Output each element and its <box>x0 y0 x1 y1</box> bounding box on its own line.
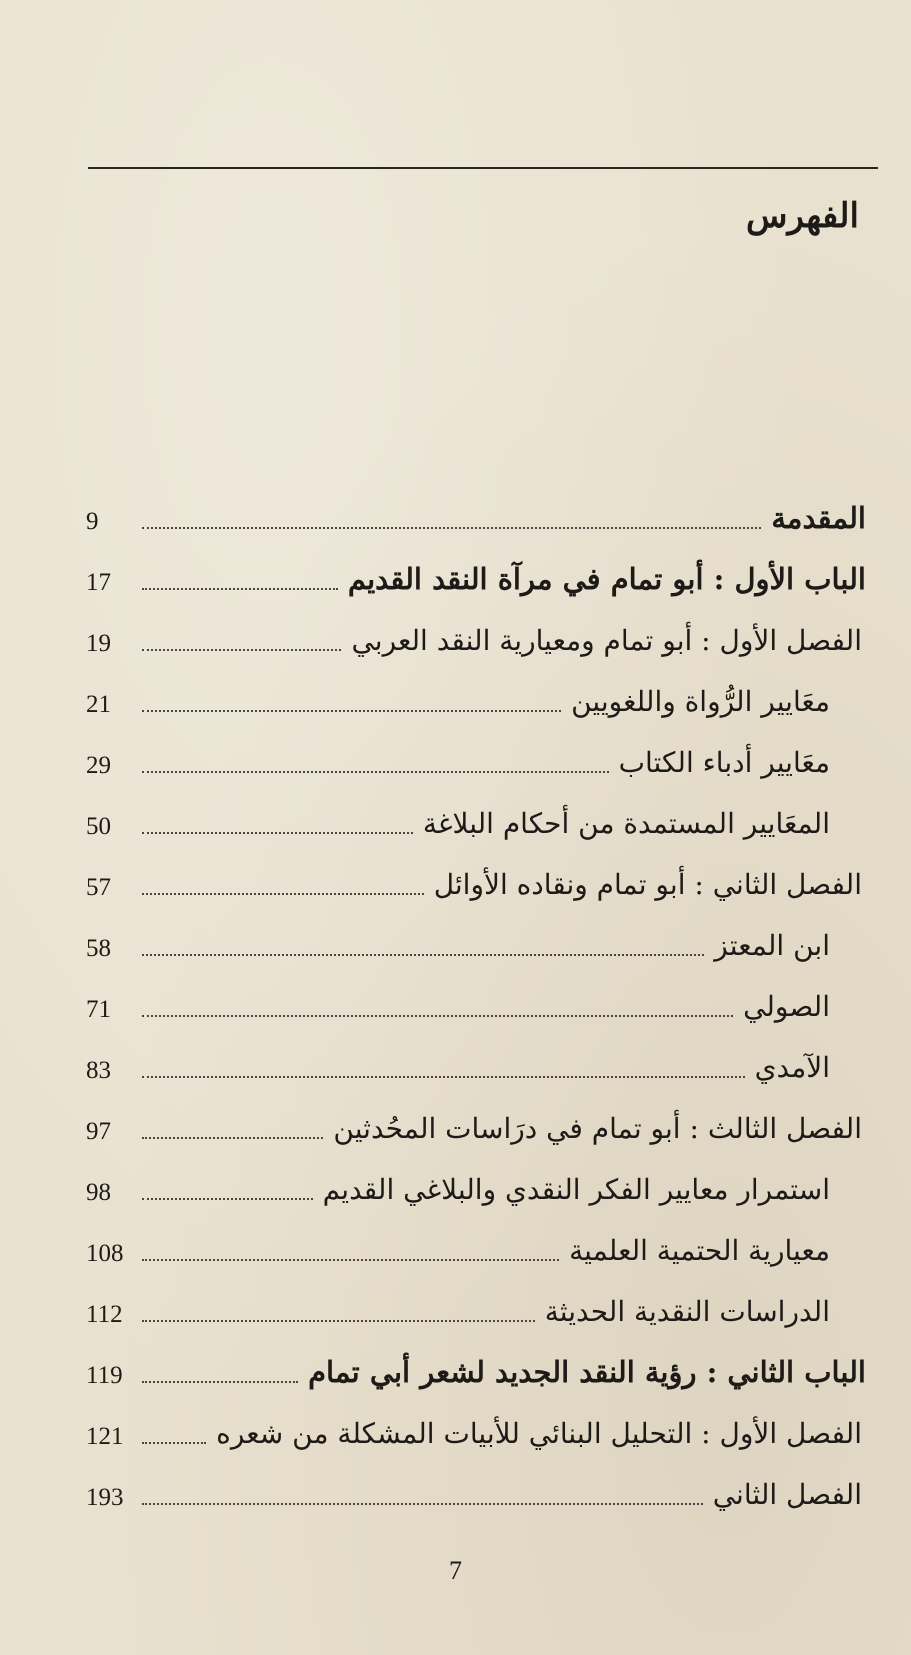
toc-page-number: 108 <box>86 1239 124 1267</box>
page-number-footer: 7 <box>449 1556 462 1585</box>
dot-leader <box>142 588 338 590</box>
toc-page-number: 119 <box>86 1361 123 1389</box>
dot-leader <box>142 832 413 834</box>
toc-entry-part-2 <box>86 1338 866 1399</box>
toc-entry-title: الصولي <box>743 990 830 1024</box>
toc-page-number: 57 <box>86 873 111 901</box>
toc-entry-title: معَايير الرُّواة واللغويين <box>571 685 830 719</box>
toc-entry-title: معيارية الحتمية العلمية <box>569 1234 830 1268</box>
header-rule <box>88 167 878 169</box>
toc-entry-title: الفصل الثاني <box>712 1478 862 1512</box>
toc-entry-title: الفصل الأول : التحليل البنائي للأبيات المشكلة من شعره <box>216 1417 862 1451</box>
toc-page-number: 97 <box>86 1117 111 1145</box>
toc-page-number: 9 <box>86 507 99 535</box>
toc-entry-section <box>86 1216 866 1277</box>
toc-entry-title: استمرار معايير الفكر النقدي والبلاغي القديم <box>322 1173 830 1207</box>
toc-entry-title: الباب الأول : أبو تمام في مرآة النقد القديم <box>347 562 866 597</box>
toc-entry-title: ابن المعتز <box>714 929 830 963</box>
table-of-contents <box>86 484 866 1521</box>
toc-page-number: 98 <box>86 1178 111 1206</box>
dot-leader <box>142 1320 535 1322</box>
toc-page-number: 83 <box>86 1056 111 1084</box>
toc-entry-chapter <box>86 1399 866 1460</box>
toc-entry-section <box>86 728 866 789</box>
dot-leader <box>142 1259 559 1261</box>
dot-leader <box>142 527 761 529</box>
toc-entry-section <box>86 1277 866 1338</box>
dot-leader <box>142 1442 206 1444</box>
toc-entry-chapter <box>86 606 866 667</box>
dot-leader <box>142 1137 323 1139</box>
toc-page-number: 58 <box>86 934 111 962</box>
toc-entry-section <box>86 911 866 972</box>
toc-entry-chapter <box>86 1460 866 1521</box>
toc-entry-title: الدراسات النقدية الحديثة <box>544 1295 830 1329</box>
toc-entry-section <box>86 1033 866 1094</box>
toc-entry-title: المقدمة <box>771 501 866 536</box>
toc-page-number: 50 <box>86 812 111 840</box>
dot-leader <box>142 893 424 895</box>
dot-leader <box>142 1076 745 1078</box>
toc-page-number: 71 <box>86 995 111 1023</box>
dot-leader <box>142 710 561 712</box>
toc-entry-title: الفصل الثالث : أبو تمام في درَاسات المحُدثين <box>333 1112 862 1146</box>
dot-leader <box>142 1503 703 1505</box>
toc-page-number: 29 <box>86 751 111 779</box>
toc-entry-title: الفصل الأول : أبو تمام ومعيارية النقد العربي <box>351 624 862 658</box>
toc-entry-chapter <box>86 1094 866 1155</box>
toc-entry-part-1 <box>86 545 866 606</box>
toc-entry-section <box>86 789 866 850</box>
toc-entry-section <box>86 1155 866 1216</box>
toc-entry-title: الفصل الثاني : أبو تمام ونقاده الأوائل <box>433 868 862 902</box>
toc-entry-chapter <box>86 850 866 911</box>
dot-leader <box>142 1015 733 1017</box>
toc-page-number: 17 <box>86 568 111 596</box>
toc-entry-section <box>86 972 866 1033</box>
toc-page-number: 19 <box>86 629 111 657</box>
dot-leader <box>142 1198 313 1200</box>
toc-page-number: 193 <box>86 1483 124 1511</box>
toc-page-number: 112 <box>86 1300 123 1328</box>
page-title: الفهرس <box>746 196 859 236</box>
dot-leader <box>142 954 704 956</box>
dot-leader <box>142 649 341 651</box>
toc-page-number: 121 <box>86 1422 124 1450</box>
dot-leader <box>142 1381 298 1383</box>
toc-page-number: 21 <box>86 690 111 718</box>
toc-entry-title: المعَايير المستمدة من أحكام البلاغة <box>422 807 830 841</box>
dot-leader <box>142 771 609 773</box>
toc-entry-section <box>86 667 866 728</box>
toc-entry-introduction <box>86 484 866 545</box>
toc-entry-title: الباب الثاني : رؤية النقد الجديد لشعر أبي تمام <box>308 1355 866 1390</box>
toc-entry-title: الآمدي <box>754 1051 830 1085</box>
toc-entry-title: معَايير أدباء الكتاب <box>618 746 830 780</box>
